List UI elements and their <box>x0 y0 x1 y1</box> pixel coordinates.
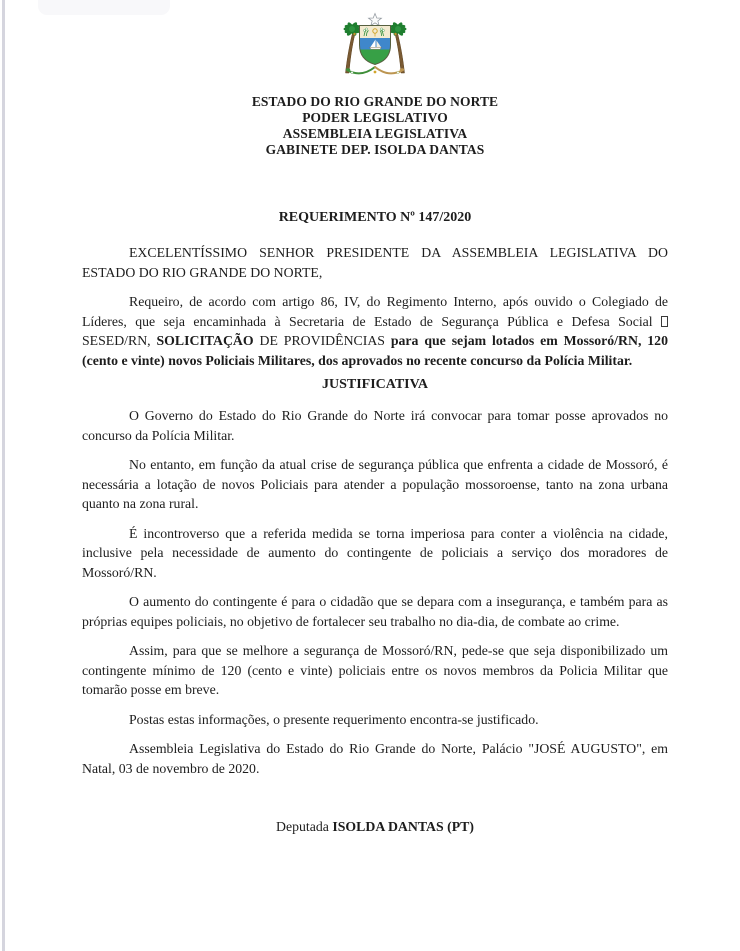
document-title: REQUERIMENTO Nº 147/2020 <box>278 210 472 225</box>
section-heading: JUSTIFICATIVA <box>321 377 429 392</box>
rio-grande-do-norte-coat-of-arms-icon <box>335 12 415 84</box>
body-paragraph-1: O Governo do Estado do Rio Grande do Norte irá convocar para tomar posse aprovados no concurso da Polícia Militar. <box>82 408 668 443</box>
letterhead-line-power: PODER LEGISLATIVO <box>302 110 448 125</box>
salutation-paragraph: EXCELENTÍSSIMO SENHOR PRESIDENTE DA ASSEMBLEIA LEGISLATIVA DO ESTADO DO RIO GRANDE DO NORTE, <box>82 245 668 280</box>
missing-glyph-box <box>661 316 668 327</box>
body-paragraph-3: É incontroverso que a referida medida se torna imperiosa para conter a violência na cidade, inclusive pela necessidade de aumento do contingente de policiais a serviço dos moradores de Mossoró/RN. <box>82 525 668 580</box>
closing-paragraph: Assembleia Legislativa do Estado do Rio Grande do Norte, Palácio "JOSÉ AUGUSTO", em Natal, 03 de novembro de 2020. <box>82 741 668 776</box>
body-paragraph-2: No entanto, em função da atual crise de segurança pública que enfrenta a cidade de Mossoró, é necessária a lotação de novos Policiais para atender a população mossoroense, tanto na zona urbana quanto na zona rural. <box>82 457 668 511</box>
body-paragraph-5: Assim, para que se melhore a segurança de Mossoró/RN, pede-se que seja disponibilizado um contingente mínimo de 120 (cento e vinte) policiais entre os novos membros da Policia Militar que tomarão posse em breve. <box>82 643 668 697</box>
body-paragraph-6: Postas estas informações, o presente requerimento encontra-se justificado. <box>129 711 539 727</box>
document-content <box>82 0 668 837</box>
letterhead-line-state: ESTADO DO RIO GRANDE DO NORTE <box>251 94 499 109</box>
letterhead <box>82 94 668 158</box>
page-edge-line <box>2 0 5 951</box>
letterhead-line-office: GABINETE DEP. ISOLDA DANTAS <box>265 142 485 157</box>
body-paragraph-4: O aumento do contingente é para o cidadão que se depara com a insegurança, e também para as próprias equipes policiais, no objetivo de fortalecer seu trabalho no dia-dia, de combate ao crime. <box>82 594 668 629</box>
letterhead-line-assembly: ASSEMBLEIA LEGISLATIVA <box>282 126 468 141</box>
signature-line: Deputada ISOLDA DANTAS (PT) <box>276 819 474 834</box>
request-paragraph: Requeiro, de acordo com artigo 86, IV, do Regimento Interno, após ouvido o Colegiado de Líderes, que seja encaminhada à Secretaria de Estado de Segurança Pública e Defesa Social SESED/RN, SOLICITAÇÃO DE PROVIDÊNCIAS para que sejam lotados em Mossoró/RN, 120 (cento e vinte) novos Policiais Militares, dos aprovados no recente concurso da Polícia Militar. <box>82 294 668 368</box>
